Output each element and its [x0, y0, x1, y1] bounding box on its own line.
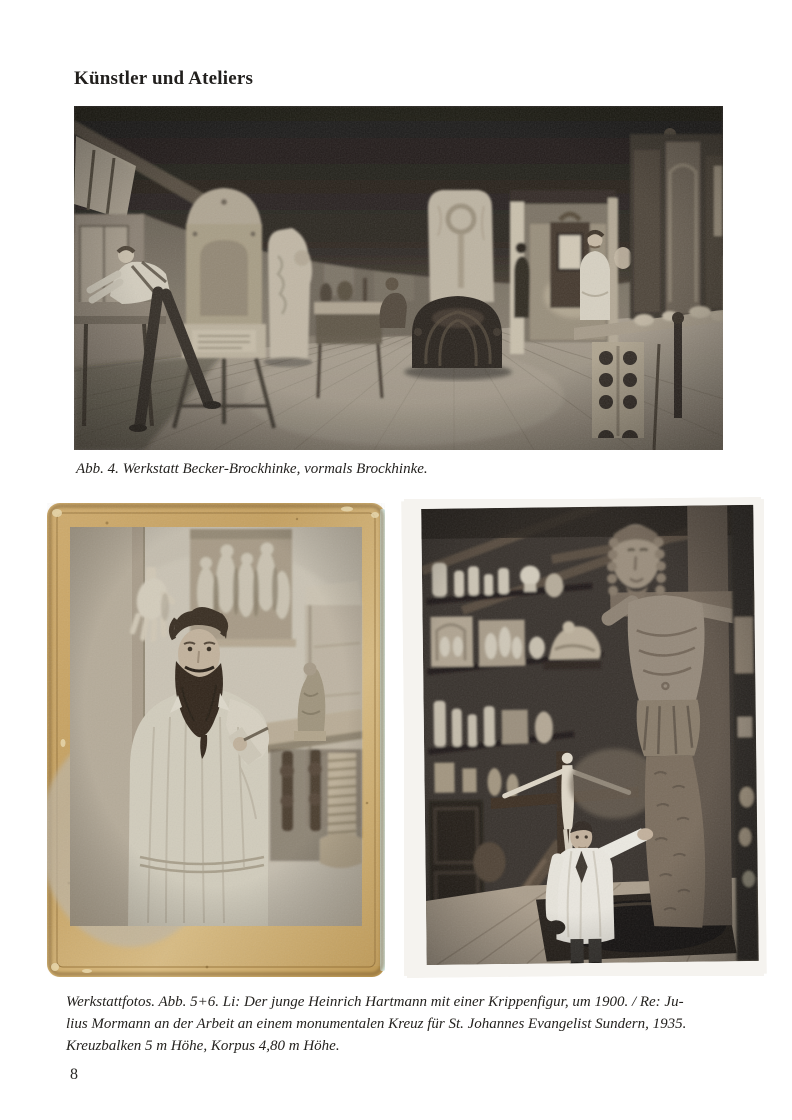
page-number: 8 [70, 1066, 78, 1083]
caption-line: Werkstattfotos. Abb. 5+6. Li: Der junge Heinrich Hartmann mit einer Krippenfigur, um 1900. / Re: Ju- [66, 994, 684, 1010]
photo-werkstatt-becker-brockhinke [74, 106, 723, 450]
caption-line: Kreuzbalken 5 m Höhe, Korpus 4,80 m Höhe. [66, 1038, 340, 1054]
mormann-photo-illustration [401, 497, 767, 978]
page-title: Künstler und Ateliers [74, 68, 254, 89]
caption-fig4: Abb. 4. Werkstatt Becker-Brockhinke, vormals Brockhinke. [76, 461, 428, 477]
photo-heinrich-hartmann [47, 503, 385, 977]
mormann-photo-area [421, 503, 761, 972]
workshop-photo-illustration [74, 106, 723, 450]
card-photo-area [47, 527, 362, 947]
cabinet-card-illustration [47, 503, 385, 977]
caption-line: lius Mormann an der Arbeit an einem monumentalen Kreuz für St. Johannes Evangelist Sundern, 1935. [66, 1016, 687, 1032]
caption-fig5-6 [66, 991, 686, 1057]
photo-julius-mormann [404, 499, 764, 976]
